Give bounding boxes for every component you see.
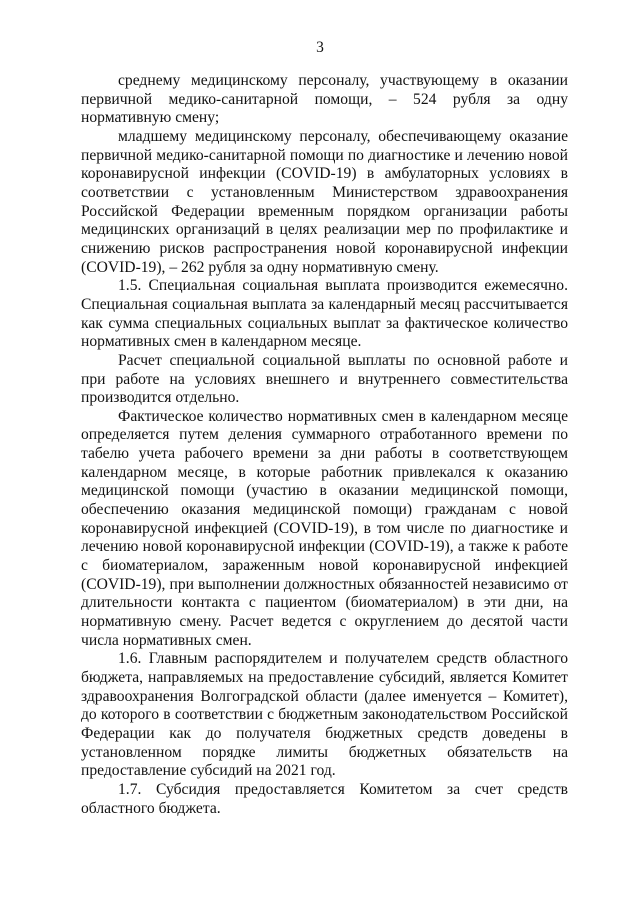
paragraph-calculation-main-work: Расчет специальной социальной выплаты по основной работе и при работе на условиях внешнего и внутреннего совместительства производится отдельно. [81,351,568,407]
paragraph-mid-level-staff: среднему медицинскому персоналу, участвующему в оказании первичной медико-санитарной помощи, – 524 рубля за одну нормативную смену; [81,72,568,127]
paragraph-actual-shifts: Фактическое количество нормативных смен в календарном месяце определяется путем деления суммарного отработанного времени по табелю учета рабочего времени за дни работы в соответствующем календарном месяце, в которые работник привлекался к оказанию медицинской помощи (участию в оказании медицинской помощи, обеспечению оказания медицинской помощи) гражданам с новой коронавирусной инфекцией (COVID-19), в том числе по диагностике и лечению новой коронавирусной инфекции (COVID-19), а также к работе с биоматериалом, зараженным новой коронавирусной инфекцией (COVID-19), при выполнении должностных обязанностей независимо от длительности контакта с пациентом (биоматериалом) в эти дни, на нормативную смену. Расчет ведется с округлением до десятой части числа нормативных смен. [81,407,568,649]
paragraph-section-1-5: 1.5. Специальная социальная выплата производится ежемесячно. Специальная социальная выплата за календарный месяц рассчитывается как сумма специальных социальных выплат за фактическое количество нормативных смен в календарном месяце. [81,277,568,351]
page-number: 3 [316,39,324,56]
paragraph-section-1-6: 1.6. Главным распорядителем и получателем средств областного бюджета, направляемых на предоставление субсидий, является Комитет здравоохранения Волгоградской области (далее именуется – Комитет), до которого в соответствии с бюджетным законодательством Российской Федерации как до получателя бюджетных средств доведены в установленном порядке лимиты бюджетных обязательств на предоставление субсидий на 2021 год. [81,650,568,780]
paragraph-junior-staff: младшему медицинскому персоналу, обеспечивающему оказание первичной медико-санитарной помощи по диагностике и лечению новой коронавирусной инфекции (COVID-19) в амбулаторных условиях в соответствии с установленным Министерством здравоохранения Российской Федерации временным порядком организации работы медицинских организаций в целях реализации мер по профилактике и снижению рисков распространения новой коронавирусной инфекции (COVID-19), – 262 рубля за одну нормативную смену. [81,127,568,276]
paragraph-section-1-7: 1.7. Субсидия предоставляется Комитетом за счет средств областного бюджета. [81,780,568,817]
document-body [81,72,568,818]
